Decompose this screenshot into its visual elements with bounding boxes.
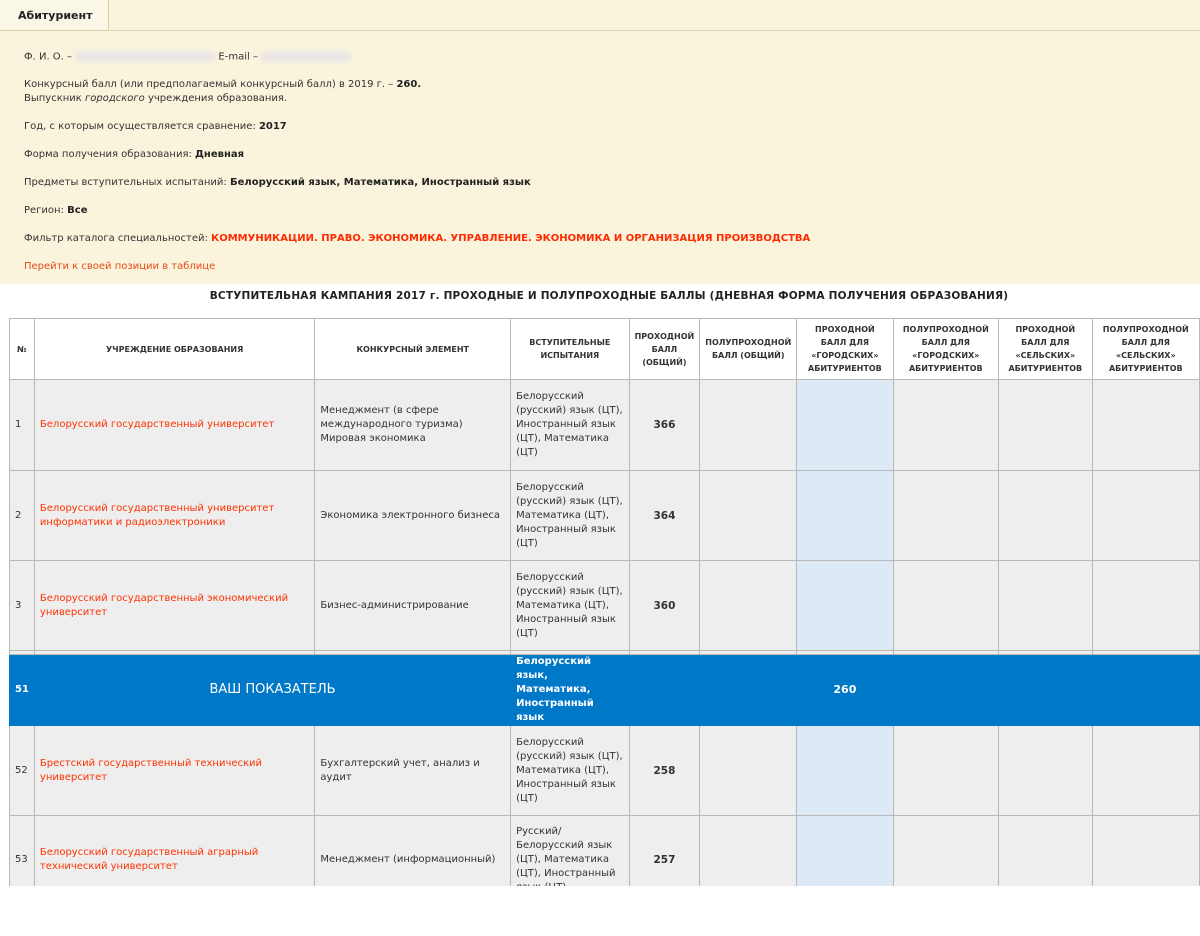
region-value: Все	[67, 205, 88, 216]
col-element: КОНКУРСНЫЙ ЭЛЕМЕНТ	[315, 319, 511, 380]
goto-position-link[interactable]: Перейти к своей позиции в таблице	[24, 261, 216, 272]
row-pass-rural	[999, 380, 1093, 471]
email-label: E-mail –	[218, 51, 258, 63]
institution-link[interactable]: Белорусский государственный университет информатики и радиоэлектроники	[34, 471, 314, 561]
table-row	[10, 561, 1200, 651]
table-row	[10, 726, 1200, 816]
col-pass-total: ПРОХОДНОЙ БАЛЛ (ОБЩИЙ)	[629, 319, 700, 380]
form-row	[24, 149, 244, 160]
table-row	[10, 380, 1200, 471]
col-halfpass-rural: ПОЛУПРОХОДНОЙ БАЛЛ ДЛЯ «СЕЛЬСКИХ» АБИТУРИЕНТОВ	[1092, 319, 1199, 380]
applicant-panel	[0, 0, 1200, 284]
my-indicator-label: ВАШ ПОКАЗАТЕЛЬ	[34, 655, 510, 726]
my-row-num: 51	[10, 655, 35, 726]
score-row	[24, 79, 421, 90]
subjects-row	[24, 177, 531, 188]
row-pass-urban	[797, 471, 893, 561]
row-halfpass-urban	[893, 471, 999, 561]
table-row	[10, 471, 1200, 561]
col-pass-urban: ПРОХОДНОЙ БАЛЛ ДЛЯ «ГОРОДСКИХ» АБИТУРИЕНТОВ	[797, 319, 893, 380]
row-num: 2	[10, 471, 35, 561]
row-element: Бизнес-администрирование	[315, 561, 511, 651]
col-num: №	[10, 319, 35, 380]
institution-link[interactable]: Белорусский государственный экономический университет	[34, 561, 314, 651]
fio-label: Ф. И. О. –	[24, 51, 73, 63]
row-exams: Русский/ Белорусский язык (ЦТ), Математика (ЦТ), Иностранный	[511, 816, 630, 905]
score-label: Конкурсный балл (или предполагаемый конкурсный балл) в 2019 г. –	[24, 79, 394, 90]
institution-link[interactable]: Белорусский государственный университет	[34, 380, 314, 471]
row-pass-rural	[999, 471, 1093, 561]
row-halfpass-urban	[893, 380, 999, 471]
subjects-value: Белорусский язык, Математика, Иностранный язык	[229, 177, 531, 188]
row-element: Менеджмент (информационный)	[315, 816, 511, 905]
filter-label: Фильтр каталога специальностей:	[24, 233, 208, 244]
year-value: 2017	[258, 121, 287, 132]
filter-row	[24, 233, 810, 244]
row-element: Бухгалтерский учет, анализ и аудит	[315, 726, 511, 816]
col-halfpass-urban: ПОЛУПРОХОДНОЙ БАЛЛ ДЛЯ «ГОРОДСКИХ» АБИТУРИЕНТОВ	[893, 319, 999, 380]
institution-link[interactable]: Белорусский государственный аграрный технический университет	[34, 816, 314, 905]
col-institution: УЧРЕЖДЕНИЕ ОБРАЗОВАНИЯ	[34, 319, 314, 380]
my-exams: Белорусский язык, Математика, Иностранный язык	[511, 655, 630, 726]
year-row	[24, 121, 287, 132]
my-position-row	[10, 655, 1200, 726]
row-element: Экономика электронного бизнеса	[315, 471, 511, 561]
fio-value-redacted	[75, 51, 215, 62]
row-pass-score: 366	[629, 380, 700, 471]
form-value: Дневная	[195, 149, 245, 160]
scores-table	[9, 318, 1200, 905]
row-pass-urban	[797, 380, 893, 471]
col-halfpass-total: ПОЛУПРОХОДНОЙ БАЛЛ (ОБЩИЙ)	[700, 319, 797, 380]
graduate-type: городского	[85, 93, 145, 104]
table-header	[10, 319, 1200, 380]
row-pass-urban	[797, 726, 893, 816]
row-halfpass-urban	[893, 561, 999, 651]
email-value-redacted	[261, 51, 351, 62]
row-element: Менеджмент (в сфере международного туризма) Мировая экономика	[315, 380, 511, 471]
row-exams: Белорусский (русский) язык (ЦТ), Математика (ЦТ), Иностранный язык (ЦТ)	[511, 726, 630, 816]
row-halfpass-score	[700, 726, 797, 816]
region-label: Регион:	[24, 205, 64, 216]
col-pass-rural: ПРОХОДНОЙ БАЛЛ ДЛЯ «СЕЛЬСКИХ» АБИТУРИЕНТОВ	[999, 319, 1093, 380]
col-exams: ВСТУПИТЕЛЬНЫЕ ИСПЫТАНИЯ	[511, 319, 630, 380]
my-score: 260	[797, 655, 893, 726]
table-title: ВСТУПИТЕЛЬНАЯ КАМПАНИЯ 2017 г. ПРОХОДНЫЕ И ПОЛУПРОХОДНЫЕ БАЛЛЫ (ДНЕВНАЯ ФОРМА ПОЛУЧЕНИЯ ОБРАЗОВАНИЯ)	[209, 290, 1009, 302]
row-pass-score: 258	[629, 726, 700, 816]
row-pass-urban	[797, 561, 893, 651]
fio-row	[24, 51, 351, 63]
tab-divider	[108, 30, 1200, 31]
score-value: 260.	[396, 79, 422, 90]
row-pass-score: 257	[629, 816, 700, 905]
graduate-row	[24, 93, 287, 104]
subjects-label: Предметы вступительных испытаний:	[24, 177, 227, 188]
row-num: 53	[10, 816, 35, 905]
row-pass-rural	[999, 726, 1093, 816]
row-num: 3	[10, 561, 35, 651]
row-exams: Белорусский (русский) язык (ЦТ), Иностранный язык (ЦТ), Математика (ЦТ)	[511, 380, 630, 471]
row-halfpass-urban	[893, 726, 999, 816]
row-num: 52	[10, 726, 35, 816]
row-halfpass-rural	[1092, 726, 1199, 816]
tab-applicant[interactable]	[0, 0, 109, 31]
row-pass-rural	[999, 561, 1093, 651]
institution-link[interactable]: Брестский государственный технический университет	[34, 726, 314, 816]
region-row	[24, 205, 88, 216]
form-label: Форма получения образования:	[24, 149, 192, 160]
row-halfpass-score	[700, 380, 797, 471]
tab-title: Абитуриент	[18, 9, 93, 22]
page-bottom-fade	[0, 886, 1200, 936]
row-pass-score: 364	[629, 471, 700, 561]
row-exams: Белорусский (русский) язык (ЦТ), Математика (ЦТ), Иностранный язык (ЦТ)	[511, 561, 630, 651]
row-halfpass-rural	[1092, 561, 1199, 651]
row-pass-score: 360	[629, 561, 700, 651]
row-exams: Белорусский (русский) язык (ЦТ), Математика (ЦТ), Иностранный язык (ЦТ)	[511, 471, 630, 561]
graduate-prefix: Выпускник	[24, 93, 82, 104]
filter-value[interactable]: КОММУНИКАЦИИ. ПРАВО. ЭКОНОМИКА. УПРАВЛЕНИЕ. ЭКОНОМИКА И ОРГАНИЗАЦИЯ ПРОИЗВОДСТВА	[211, 233, 811, 244]
graduate-suffix: учреждения образования.	[147, 93, 288, 104]
row-halfpass-rural	[1092, 380, 1199, 471]
year-label: Год, с которым осуществляется сравнение:	[24, 121, 256, 132]
row-halfpass-score	[700, 561, 797, 651]
row-halfpass-score	[700, 471, 797, 561]
row-num: 1	[10, 380, 35, 471]
row-halfpass-rural	[1092, 471, 1199, 561]
